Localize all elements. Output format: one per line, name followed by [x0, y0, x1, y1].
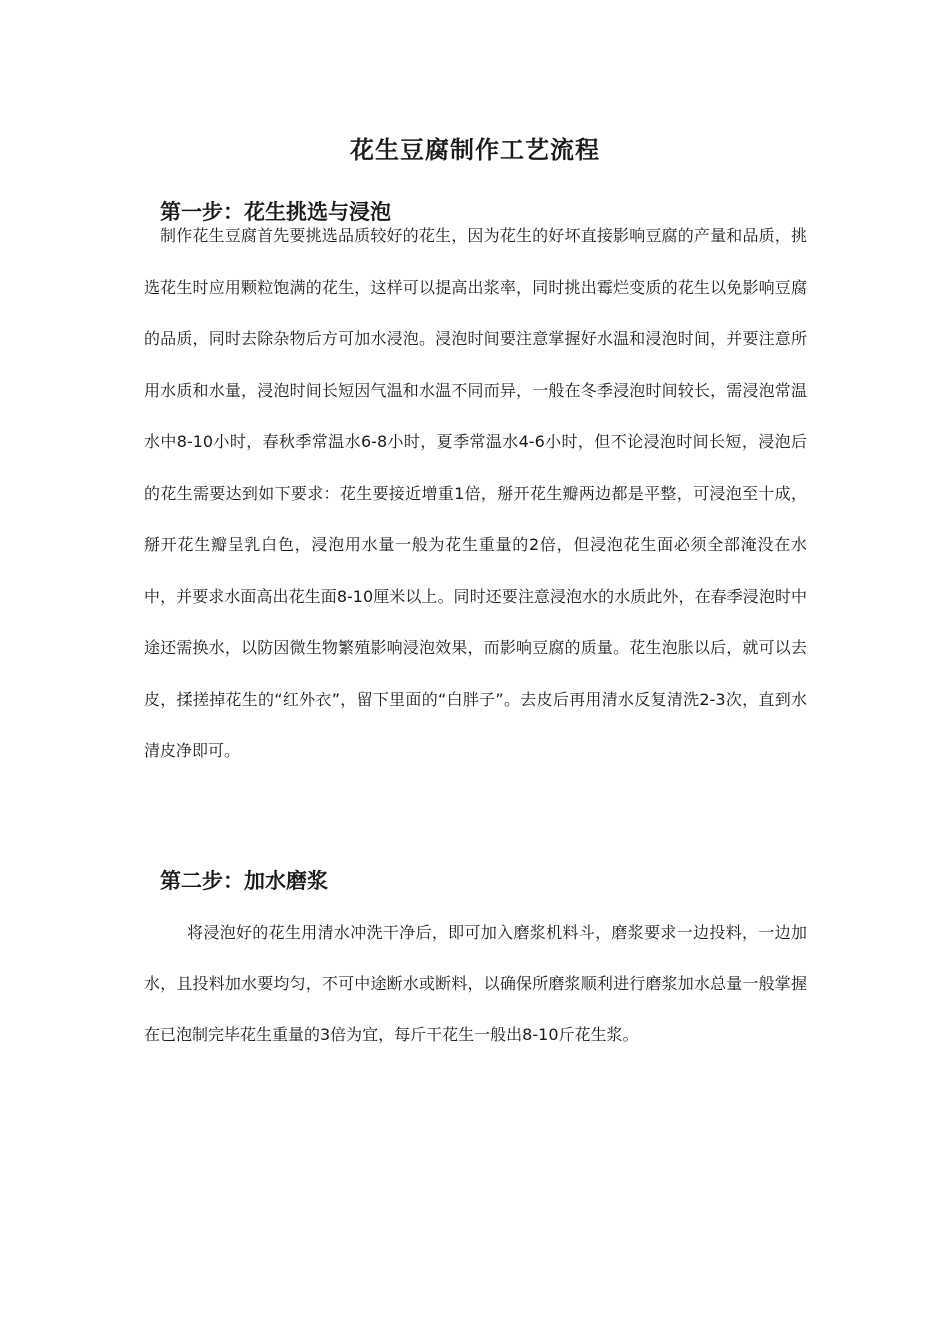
section-body-step-2: 将浸泡好的花生用清水冲洗干净后，即可加入磨浆机料斗，磨浆要求一边投料，一边加水，且投料加水要均匀，不可中途断水或断料，以确保所磨浆顺利进行磨浆加水总量一般掌握在已泡制完毕花生重量的3倍为宜，每斤干花生一般出8-10斤花生浆。 [144, 923, 807, 1044]
document-title: 花生豆腐制作工艺流程 [350, 136, 600, 164]
section-heading-step-2: 第二步：加水磨浆 [160, 869, 328, 893]
section-heading-step-1: 第一步：花生挑选与浸泡 [160, 200, 391, 224]
section-body-step-1: 制作花生豆腐首先要挑选品质较好的花生，因为花生的好坏直接影响豆腐的产量和品质，挑选花生时应用颗粒饱满的花生，这样可以提高出浆率，同时挑出霉烂变质的花生以免影响豆腐的品质，同时去除杂物后方可加水浸泡。浸泡时间要注意掌握好水温和浸泡时间，并要注意所用水质和水量，浸泡时间长短因气温和水温不同而异，一般在冬季浸泡时间较长，需浸泡常温水中8-10小时，春秋季常温水6-8小时，夏季常温水4-6小时，但不论浸泡时间长短，浸泡后的花生需要达到如下要求：花生要接近增重1倍，掰开花生瓣两边都是平整，可浸泡至十成，掰开花生瓣呈乳白色，浸泡用水量一般为花生重量的2倍，但浸泡花生面必须全部淹没在水中，并要求水面高出花生面8-10厘米以上。同时还要注意浸泡水的水质此外，在春季浸泡时中途还需换水，以防因微生物繁殖影响浸泡效果，而影响豆腐的质量。花生泡胀以后，就可以去皮，揉搓掉花生的“红外衣”，留下里面的“白胖子”。去皮后再用清水反复清洗2-3次，直到水清皮净即可。 [144, 226, 807, 761]
